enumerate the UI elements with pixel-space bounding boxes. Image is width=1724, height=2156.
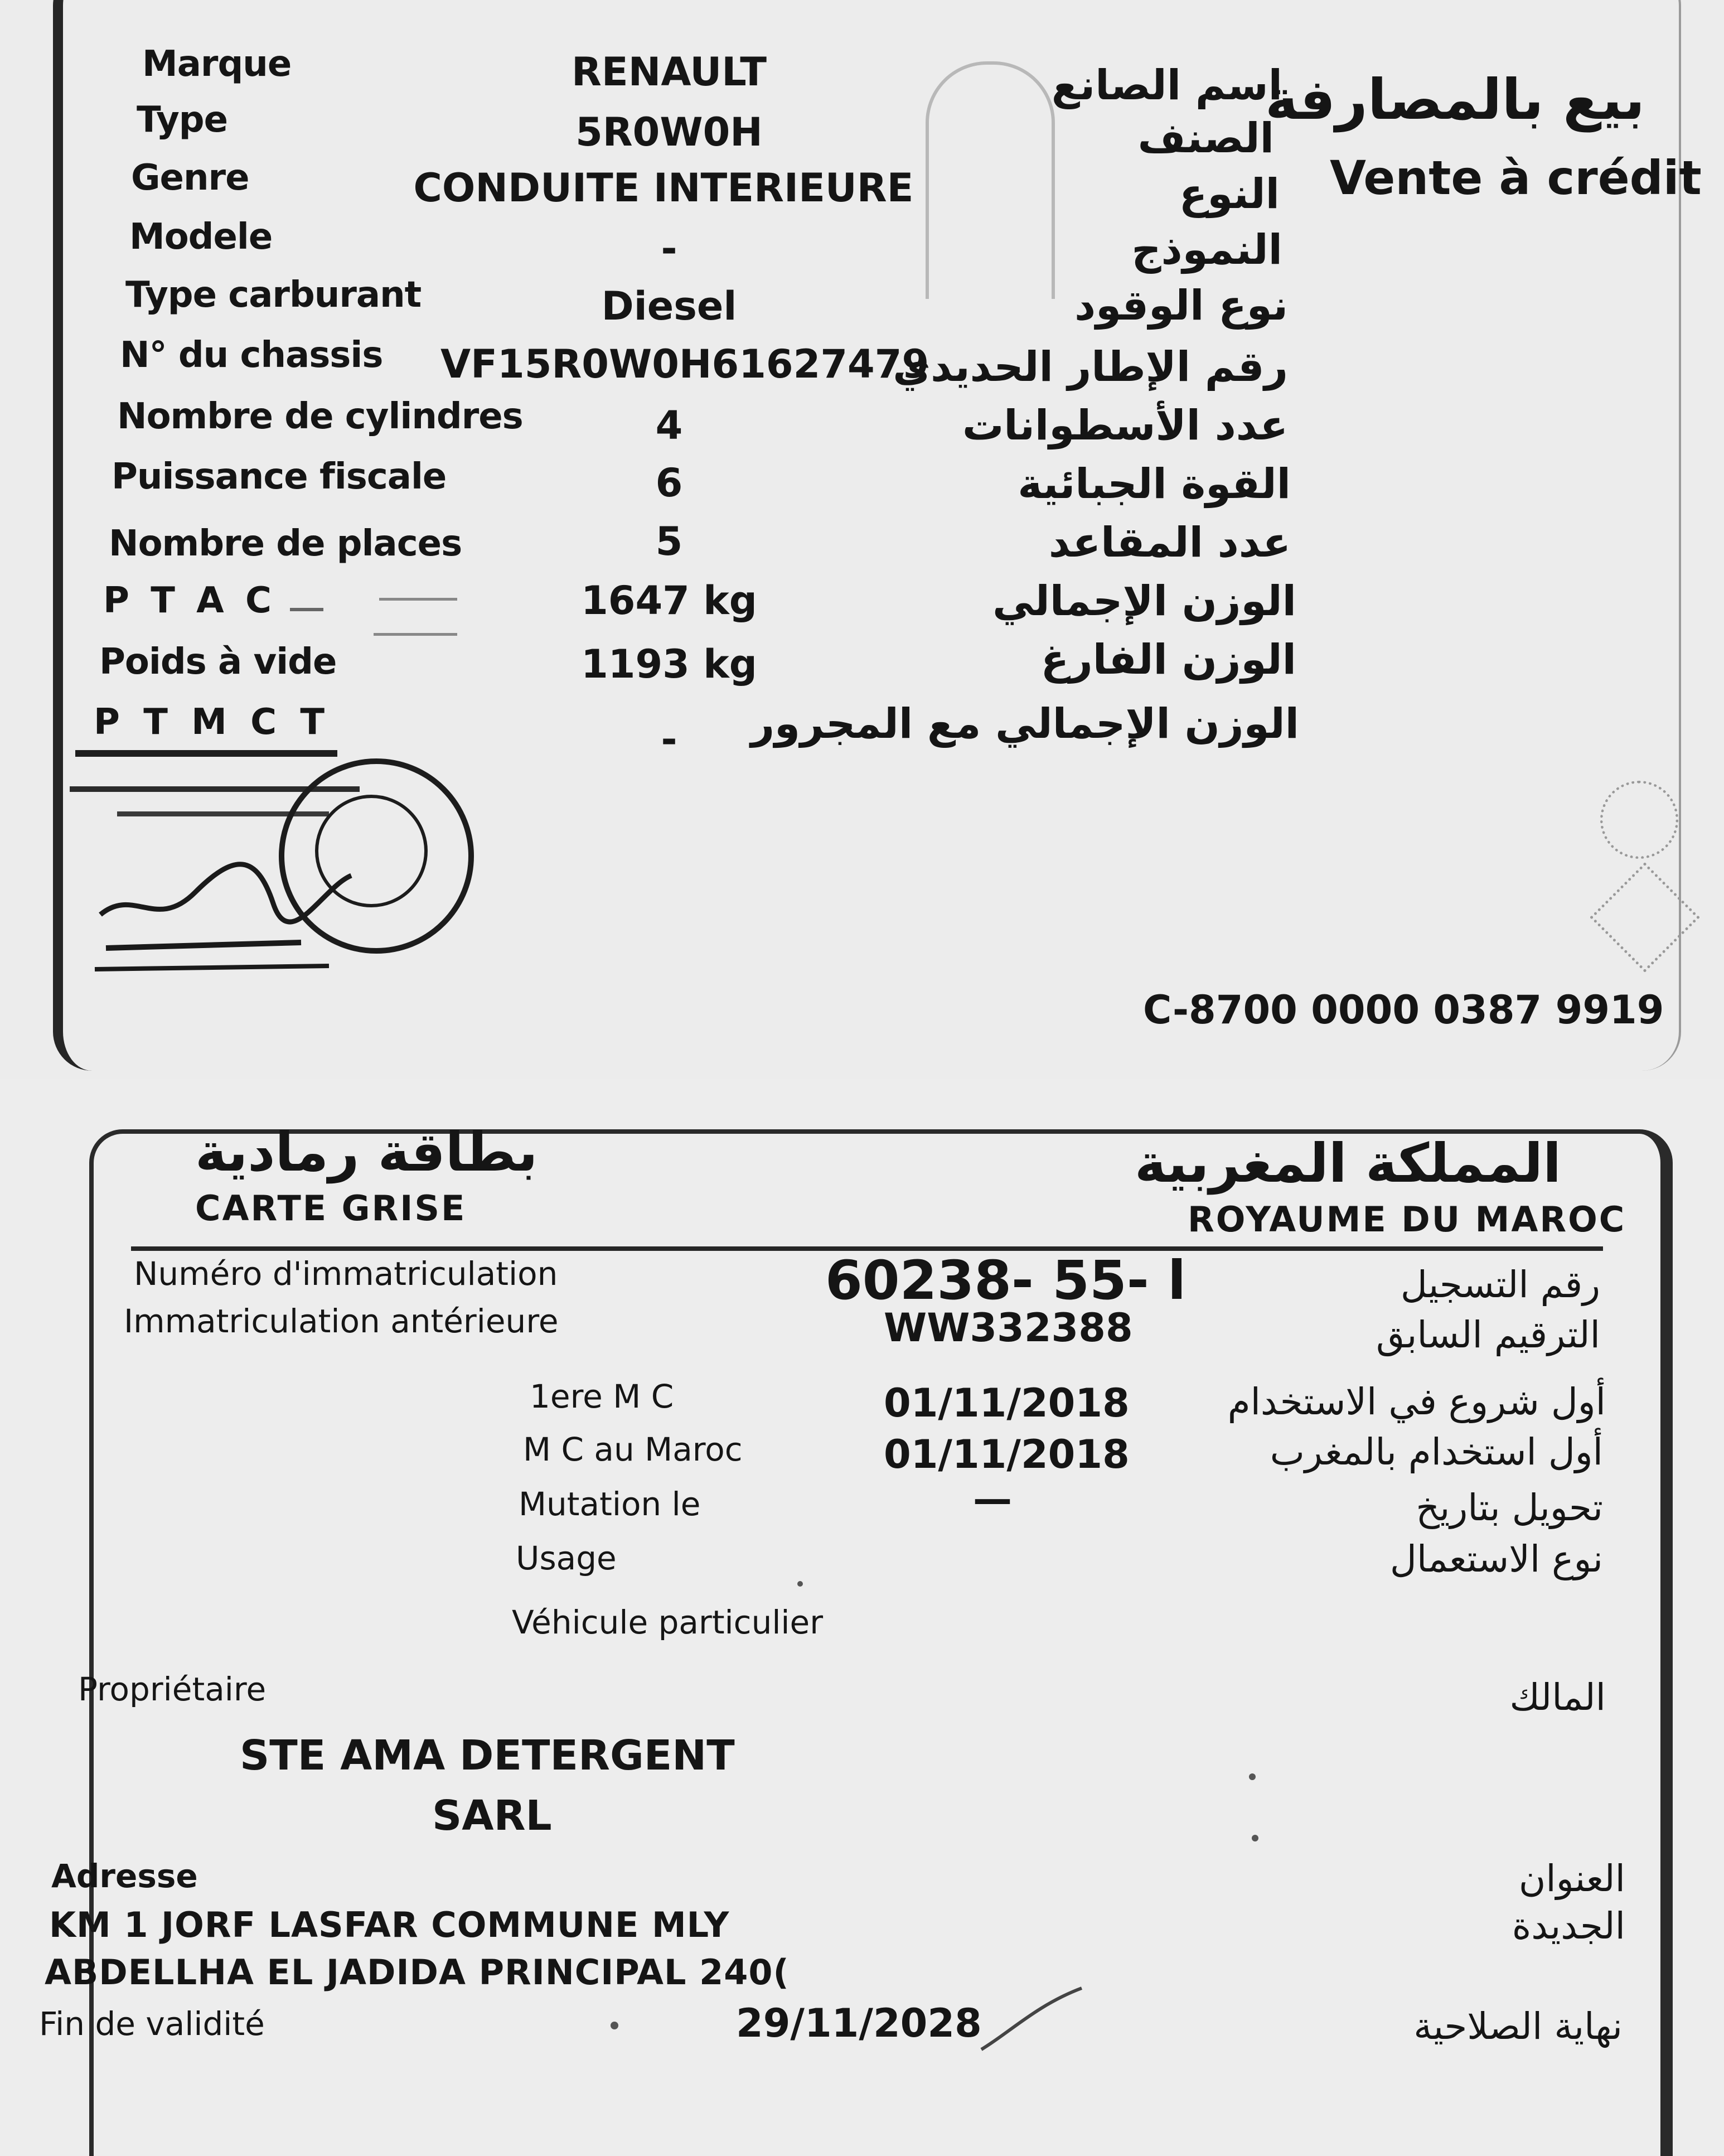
- value-carburant: Diesel: [601, 283, 737, 329]
- label-puissance: Puissance fiscale: [112, 456, 447, 497]
- print-speck: [797, 1581, 803, 1587]
- registration-number: 60238- ا -55: [825, 1249, 1187, 1312]
- label-first-use: 1ere M C: [530, 1377, 674, 1415]
- ar-label-carburant: نوع الوقود: [1074, 282, 1288, 330]
- country-name-fr: ROYAUME DU MAROC: [1188, 1199, 1626, 1240]
- label-chassis: N° du chassis: [120, 335, 383, 376]
- label-mutation: Mutation le: [519, 1485, 701, 1523]
- ar-label-cylindres: عدد الأسطوانات: [962, 402, 1288, 449]
- value-chassis: VF15R0W0H61627479: [440, 341, 929, 387]
- validity-end-date: 29/11/2028: [736, 2000, 982, 2046]
- ar-label-marque: اسم الصانع: [1051, 61, 1282, 109]
- mutation-date: —: [973, 1476, 1012, 1522]
- usage-value: Véhicule particulier: [512, 1603, 824, 1641]
- label-type-carburant: Type carburant: [125, 274, 422, 316]
- label-registration-number: Numéro d'immatriculation: [134, 1255, 558, 1293]
- value-modele: -: [661, 226, 677, 272]
- value-ptmct: -: [661, 717, 677, 762]
- value-cylindres: 4: [655, 403, 683, 448]
- label-previous-registration: Immatriculation antérieure: [124, 1302, 559, 1340]
- value-genre: CONDUITE INTERIEURE: [413, 165, 914, 211]
- print-speck: [1252, 1835, 1258, 1841]
- dash-mark: [374, 633, 457, 636]
- address-line-2: ABDELLHA EL JADIDA PRINCIPAL 240(: [45, 1952, 790, 1993]
- ar-label-use-in-morocco: أول استخدام بالمغرب: [1270, 1430, 1603, 1473]
- previous-registration: WW332388: [884, 1305, 1133, 1351]
- ar-label-ptmct: الوزن الإجمالي مع المجرور: [750, 700, 1299, 748]
- first-use-date: 01/11/2018: [884, 1380, 1130, 1426]
- ar-label-genre: النوع: [1179, 170, 1280, 218]
- label-use-in-morocco: M C au Maroc: [523, 1430, 743, 1468]
- value-places: 5: [655, 519, 683, 564]
- label-modele: Modele: [129, 216, 273, 258]
- print-speck: [611, 2022, 618, 2029]
- label-places: Nombre de places: [109, 523, 462, 564]
- value-marque: RENAULT: [572, 49, 767, 95]
- value-puissance: 6: [655, 460, 683, 506]
- label-usage: Usage: [516, 1539, 617, 1577]
- credit-sale-ar: بيع بالمصارفة: [1265, 67, 1645, 132]
- label-genre: Genre: [131, 157, 249, 199]
- ar-label-places: عدد المقاعد: [1048, 519, 1291, 567]
- registration-card-front: [0, 1079, 1724, 2156]
- ar-label-ptac: الوزن الإجمالي: [992, 577, 1296, 625]
- signature-line: [75, 750, 337, 757]
- ar-label-previous-registration: الترقيم السابق: [1376, 1313, 1600, 1356]
- ar-label-poids-vide: الوزن الفارغ: [1040, 636, 1296, 684]
- value-type: 5R0W0H: [575, 109, 763, 155]
- ar-label-address: العنوان: [1518, 1857, 1625, 1900]
- watermark-arch: [926, 61, 1055, 299]
- address-city-ar: الجديدة: [1512, 1904, 1625, 1947]
- label-cylindres: Nombre de cylindres: [117, 396, 523, 437]
- dash-mark: [290, 608, 323, 611]
- ar-label-first-use: أول شروع في الاستخدام: [1227, 1380, 1606, 1423]
- label-type: Type: [137, 99, 227, 141]
- ar-label-registration-number: رقم التسجيل: [1400, 1263, 1600, 1306]
- value-ptac: 1647 kg: [581, 578, 757, 623]
- ar-label-owner: المالك: [1509, 1676, 1606, 1719]
- card-serial-number: C-8700 0000 0387 9919: [1143, 987, 1664, 1033]
- label-ptmct: P T M C T: [94, 702, 330, 743]
- decorative-rosette: [1600, 781, 1678, 859]
- print-speck: [1249, 1773, 1256, 1780]
- ar-label-type: الصنف: [1137, 114, 1274, 162]
- label-owner: Propriétaire: [78, 1670, 267, 1708]
- label-ptac: P T A C: [103, 580, 276, 621]
- dash-mark: [379, 598, 457, 601]
- owner-legal-form: SARL: [432, 1792, 552, 1840]
- signature-scribble: [89, 820, 401, 976]
- label-address: Adresse: [51, 1857, 198, 1895]
- owner-name: STE AMA DETERGENT: [240, 1732, 735, 1780]
- label-poids-vide: Poids à vide: [99, 641, 337, 683]
- ar-label-validity: نهاية الصلاحية: [1413, 2005, 1623, 2048]
- label-validity: Fin de validité: [39, 2005, 265, 2043]
- card-title-ar: بطاقة رمادية: [195, 1121, 538, 1183]
- ar-label-mutation: تحويل بتاريخ: [1416, 1486, 1603, 1529]
- pen-stroke: [976, 1983, 1087, 2055]
- address-line-1: KM 1 JORF LASFAR COMMUNE MLY: [49, 1904, 730, 1945]
- credit-sale-fr: Vente à crédit: [1330, 151, 1702, 205]
- use-in-morocco-date: 01/11/2018: [884, 1432, 1130, 1477]
- ar-label-puissance: القوة الجبائية: [1018, 460, 1291, 508]
- ar-label-usage: نوع الاستعمال: [1389, 1538, 1603, 1580]
- ar-label-chassis: رقم الإطار الحديدي: [893, 343, 1288, 391]
- country-name-ar: المملكة المغربية: [1135, 1132, 1561, 1195]
- card-title-fr: CARTE GRISE: [195, 1188, 467, 1229]
- ar-label-modele: النموذج: [1131, 226, 1282, 274]
- value-poids-vide: 1193 kg: [581, 641, 757, 687]
- label-marque: Marque: [142, 43, 292, 85]
